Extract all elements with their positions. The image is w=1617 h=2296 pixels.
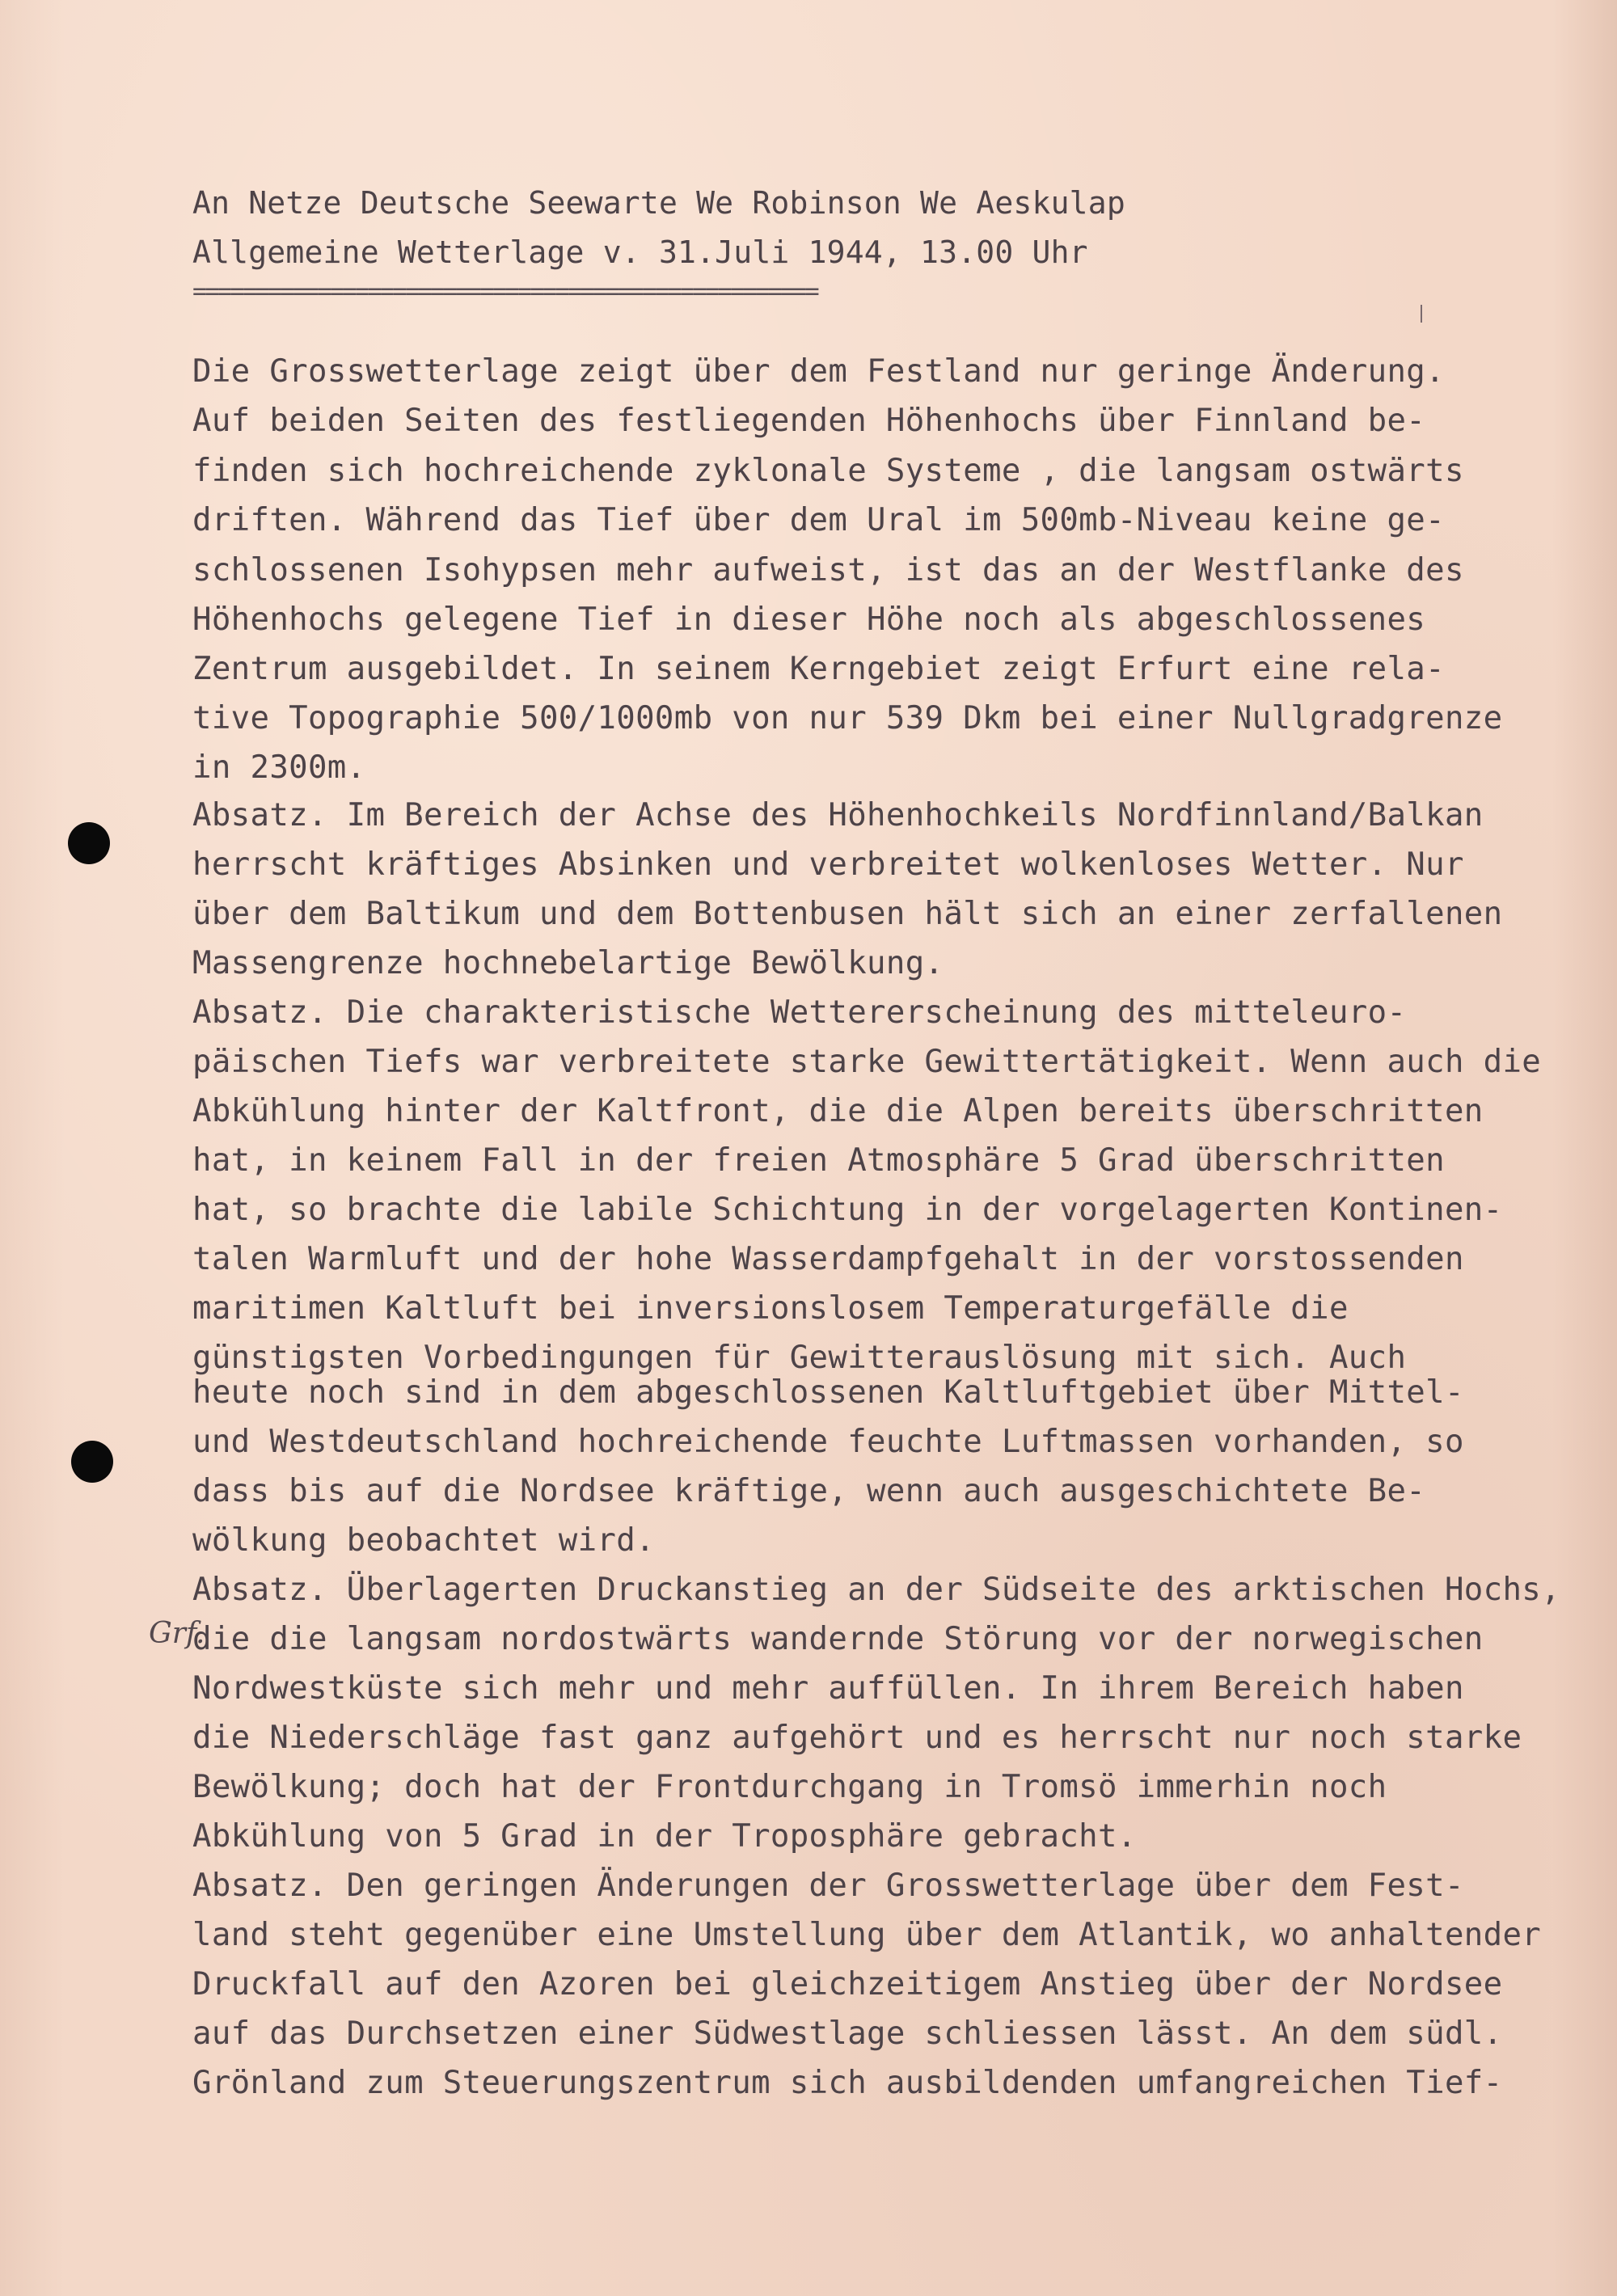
- body-line: hat, in keinem Fall in der freien Atmosphäre 5 Grad überschritten: [192, 1142, 1445, 1179]
- body-line: dass bis auf die Nordsee kräftige, wenn auch ausgeschichtete Be-: [192, 1473, 1426, 1509]
- body-line: talen Warmluft und der hohe Wasserdampfgehalt in der vorstossenden: [192, 1241, 1464, 1277]
- body-line: Druckfall auf den Azoren bei gleichzeitigem Anstieg über der Nordsee: [192, 1966, 1503, 2003]
- body-line: Nordwestküste sich mehr und mehr auffüllen. In ihrem Bereich haben: [192, 1670, 1464, 1707]
- body-line: Abkühlung von 5 Grad in der Troposphäre gebracht.: [192, 1818, 1137, 1855]
- body-line: finden sich hochreichende zyklonale Systeme , die langsam ostwärts: [192, 453, 1464, 489]
- body-line: schlossenen Isohypsen mehr aufweist, ist das an der Westflanke des: [192, 552, 1464, 589]
- punch-hole-bottom: [71, 1441, 113, 1483]
- body-line: Grönland zum Steuerungszentrum sich ausbildenden umfangreichen Tief-: [192, 2065, 1503, 2101]
- body-line: hat, so brachte die labile Schichtung in der vorgelagerten Kontinen-: [192, 1192, 1503, 1228]
- body-line: Bewölkung; doch hat der Frontdurchgang in Tromsö immerhin noch: [192, 1769, 1387, 1805]
- body-line: Massengrenze hochnebelartige Bewölkung.: [192, 945, 944, 981]
- title-underline-rule: ==================================================: [192, 277, 818, 306]
- body-line: heute noch sind in dem abgeschlossenen Kaltluftgebiet über Mittel-: [192, 1374, 1464, 1411]
- body-line: Absatz. Die charakteristische Wettererscheinung des mitteleuro-: [192, 994, 1407, 1031]
- body-line: Absatz. Den geringen Änderungen der Grosswetterlage über dem Fest-: [192, 1868, 1464, 1904]
- punch-hole-top: [68, 822, 110, 864]
- body-line: Die Grosswetterlage zeigt über dem Festland nur geringe Änderung.: [192, 353, 1445, 390]
- body-line: in 2300m.: [192, 749, 366, 786]
- body-line: päischen Tiefs war verbreitete starke Gewittertätigkeit. Wenn auch die: [192, 1044, 1542, 1080]
- body-line: Höhenhochs gelegene Tief in dieser Höhe noch als abgeschlossenes: [192, 601, 1426, 638]
- body-line: Auf beiden Seiten des festliegenden Höhenhochs über Finnland be-: [192, 403, 1426, 439]
- body-line: herrscht kräftiges Absinken und verbreitet wolkenloses Wetter. Nur: [192, 846, 1464, 883]
- body-line: Absatz. Im Bereich der Achse des Höhenhochkeils Nordfinnland/Balkan: [192, 797, 1484, 834]
- body-line: Zentrum ausgebildet. In seinem Kerngebiet zeigt Erfurt eine rela-: [192, 651, 1445, 687]
- margin-annotation: Grf.: [149, 1617, 205, 1650]
- body-line: die Niederschläge fast ganz aufgehört und es herrscht nur noch starke: [192, 1720, 1522, 1756]
- header-recipients: An Netze Deutsche Seewarte We Robinson We Aeskulap: [192, 185, 1125, 221]
- body-line: die die langsam nordostwärts wandernde Störung vor der norwegischen: [192, 1621, 1484, 1657]
- body-line: auf das Durchsetzen einer Südwestlage schliessen lässt. An dem südl.: [192, 2015, 1503, 2052]
- body-line: maritimen Kaltluft bei inversionslosem Temperaturgefälle die: [192, 1290, 1349, 1327]
- body-line: günstigsten Vorbedingungen für Gewitterauslösung mit sich. Auch: [192, 1340, 1407, 1376]
- body-line: tive Topographie 500/1000mb von nur 539 Dkm bei einer Nullgradgrenze: [192, 700, 1503, 736]
- document-title: Allgemeine Wetterlage v. 31.Juli 1944, 13.00 Uhr: [192, 234, 1088, 270]
- margin-tick-mark: [1421, 305, 1422, 323]
- body-line: wölkung beobachtet wird.: [192, 1522, 655, 1559]
- body-line: Absatz. Überlagerten Druckanstieg an der Südseite des arktischen Hochs,: [192, 1572, 1560, 1608]
- body-line: und Westdeutschland hochreichende feuchte Luftmassen vorhanden, so: [192, 1424, 1464, 1460]
- body-line: land steht gegenüber eine Umstellung über dem Atlantik, wo anhaltender: [192, 1917, 1542, 1953]
- body-line: über dem Baltikum und dem Bottenbusen hält sich an einer zerfallenen: [192, 896, 1503, 932]
- body-line: driften. Während das Tief über dem Ural im 500mb-Niveau keine ge-: [192, 502, 1445, 538]
- body-line: Abkühlung hinter der Kaltfront, die die Alpen bereits überschritten: [192, 1093, 1484, 1129]
